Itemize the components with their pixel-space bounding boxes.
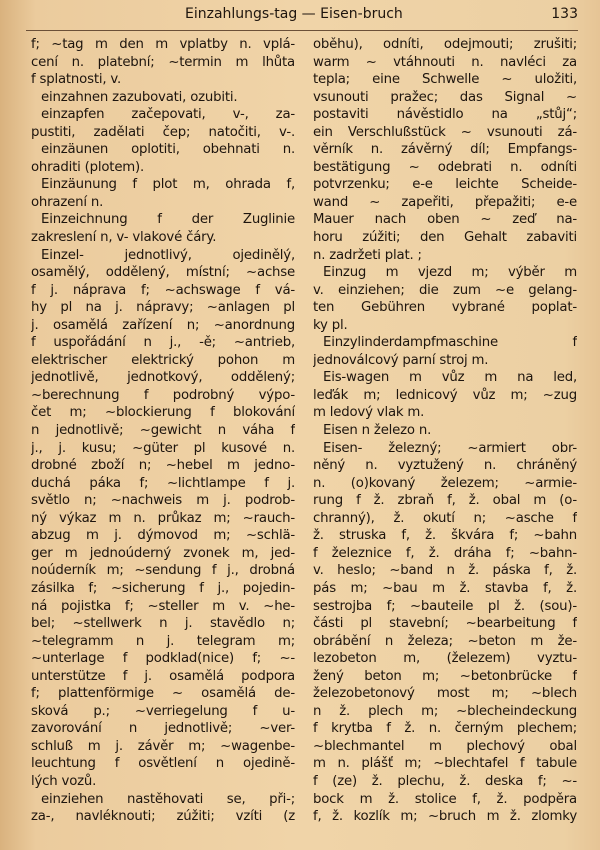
text-line: ž. struska f, ž. škvára f; ~bahn xyxy=(313,528,577,544)
text-line: Einzäunung f plot m, ohrada f, xyxy=(41,177,295,193)
text-line: duchá páka f; ~lichtlampe f j. xyxy=(31,475,295,491)
text-line: hy pl na j. nápravy; ~anlagen pl xyxy=(31,300,295,316)
text-line: Einzylinderdampfmaschine f xyxy=(323,335,577,351)
text-line: f (ze) ž. plechu, ž. deska f; ~- xyxy=(313,773,577,789)
text-line: zakreslení n, v- vlakové čáry. xyxy=(31,230,217,246)
text-line: cení n. platební; ~termin m lhůta xyxy=(31,54,295,70)
text-line: jednoválcový parní stroj m. xyxy=(313,352,489,368)
left-column xyxy=(31,36,295,826)
text-line: rung f ž. zbraň f, ž. obal m (o- xyxy=(313,493,577,509)
page-number: 133 xyxy=(551,6,578,22)
text-line: něný n. vyztužený n. chráněný xyxy=(313,458,577,474)
text-line: leďák m; lednicový vůz m; ~zug xyxy=(313,387,577,403)
text-line: m ledový vlak m. xyxy=(313,405,425,421)
text-line: warm ~ vtáhnouti n. navléci za xyxy=(313,54,577,70)
text-line: ein Verschlußstück ~ vsunouti zá- xyxy=(313,124,577,140)
text-line: wand ~ zapeřiti, přepažiti; e-e xyxy=(313,194,577,210)
right-column xyxy=(313,36,577,826)
text-line: lých vozů. xyxy=(31,773,97,789)
text-line: v. einziehen; die zum ~e gelang- xyxy=(313,282,577,298)
text-line: části pl stavební; ~bearbeitung f xyxy=(313,616,577,632)
text-line: žený beton m; ~betonbrücke f xyxy=(313,668,577,684)
text-line: f uspořádání n j., -ě; ~antrieb, xyxy=(31,335,295,351)
text-line: oběhu), odníti, odejmouti; zrušiti; xyxy=(313,37,577,52)
text-line: schluß m j. závěr m; ~wagenbe- xyxy=(31,738,295,754)
text-line: ~blechmantel m plechový obal xyxy=(313,738,577,754)
text-line: elektrischer elektrický pohon m xyxy=(31,352,295,368)
text-line: Eisen- železný; ~armiert obr- xyxy=(323,440,577,456)
text-line: bock m ž. stolice f, ž. podpěra xyxy=(313,791,577,807)
text-line: ky pl. xyxy=(313,317,348,333)
text-line: věrník n. závěrný díl; Empfangs- xyxy=(313,142,577,158)
text-line: Einzel- jednotlivý, ojedinělý, xyxy=(41,247,295,263)
text-line: horu zúžiti; den Gehalt zabaviti xyxy=(313,230,577,246)
text-line: čet m; ~blockierung f blokování xyxy=(31,405,295,421)
text-line: abzug m j. dýmovod m; ~schlä- xyxy=(31,528,295,544)
running-header xyxy=(24,6,578,28)
text-line: v. heslo; ~band n ž. páska f, ž. xyxy=(313,563,577,579)
text-line: f krytba f ž. n. černým plechem; xyxy=(313,721,577,737)
text-line: sestrojba f; ~bauteile pl ž. (sou)- xyxy=(313,598,577,614)
text-line: Eisen n železo n. xyxy=(323,423,432,439)
text-line: unterstütze f j. osamělá podpora xyxy=(31,668,295,684)
text-line: sková p.; ~verriegelung f u- xyxy=(31,703,295,719)
text-line: jednotlivě, jednotkový, oddělený; xyxy=(31,370,295,386)
text-line: ný výkaz m n. průkaz m; ~rauch- xyxy=(31,510,295,526)
text-line: n. (o)kovaný železem; ~armie- xyxy=(313,475,577,491)
text-line: pás m; ~bau m ž. stavba f, ž. xyxy=(313,580,577,596)
text-line: drobné zboží n; ~hebel m jedno- xyxy=(31,458,295,474)
text-line: ohrazení n. xyxy=(31,194,104,210)
text-line: f, ž. kozlík m; ~bruch m ž. zlomky xyxy=(313,809,577,825)
text-line: bestätigung ~ odebrati n. odníti xyxy=(313,159,577,175)
text-line: f splatnosti, v. xyxy=(31,72,122,88)
text-line: lezobeton m, (železem) vyztu- xyxy=(313,651,577,667)
text-line: n jednotlivě; ~gewicht n váha f xyxy=(31,423,295,439)
text-line: vsunouti pražec; das Signal ~ xyxy=(313,89,577,105)
text-line: leuchtung f osvětlení n ojedině- xyxy=(31,756,295,772)
running-title: Einzahlungs-tag — Eisen-bruch xyxy=(185,6,403,22)
text-line: ohraditi (plotem). xyxy=(31,159,145,175)
text-line: einziehen nastěhovati se, při-; xyxy=(41,791,295,807)
text-line: f j. náprava f; ~achswage f vá- xyxy=(31,282,295,298)
text-line: n. zadržeti plat. ; xyxy=(313,247,422,263)
text-line: einzahnen zazubovati, ozubiti. xyxy=(41,89,238,105)
text-line: Einzug m vjezd m; výběr m xyxy=(323,265,577,281)
text-line: einzäunen oplotiti, obehnati n. xyxy=(41,142,295,158)
text-line: m n. plášť m; ~blechtafel f tabule xyxy=(313,756,577,772)
text-line: j. osamělá zařízení n; ~anordnung xyxy=(31,317,295,333)
text-line: j., j. kusu; ~güter pl kusové n. xyxy=(31,440,295,456)
text-line: Eis-wagen m vůz m na led, xyxy=(323,370,577,386)
text-line: noúderník m; ~sendung f j., drobná xyxy=(31,563,295,579)
header-rule xyxy=(26,30,578,31)
text-line: bel; ~stellwerk n j. stavědlo n; xyxy=(31,616,295,632)
text-line: zavorování n jednotlivě; ~ver- xyxy=(31,721,295,737)
text-line: Einzeichnung f der Zuglinie xyxy=(41,212,295,228)
text-line: obrábění n železa; ~beton m že- xyxy=(313,633,577,649)
text-line: Mauer nach oben ~ zeď na- xyxy=(313,212,577,228)
text-line: postaviti návěstidlo na „stůj“; xyxy=(313,107,577,123)
text-line: ~unterlage f podklad(nice) f; ~- xyxy=(31,651,295,667)
text-line: ~berechnung f podrobný výpo- xyxy=(31,387,295,403)
text-line: světlo n; ~nachweis m j. podrob- xyxy=(31,493,295,509)
text-line: ten Gebühren vybrané poplat- xyxy=(313,300,577,316)
text-line: n ž. plech m; ~blecheindeckung xyxy=(313,703,577,719)
text-line: osamělý, oddělený, místní; ~achse xyxy=(31,265,295,281)
text-line: f; plattenförmige ~ osamělá de- xyxy=(31,686,295,702)
text-line: ger m jednoúderný zvonek m, jed- xyxy=(31,545,295,561)
text-line: potvrzenku; e-e leichte Scheide- xyxy=(313,177,577,193)
text-line: chranný), ž. okutí n; ~asche f xyxy=(313,510,577,526)
text-line: tepla; eine Schwelle ~ uložiti, xyxy=(313,72,577,88)
text-line: f; ~tag m den m vplatby n. vplá- xyxy=(31,37,295,52)
text-line: ná pojistka f; ~steller m v. ~he- xyxy=(31,598,295,614)
text-line: pustiti, zadělati čep; natočiti, v-. xyxy=(31,124,295,140)
text-line: zásilka f; ~sicherung f j., pojedin- xyxy=(31,580,295,596)
text-line: železobetonový most m; ~blech xyxy=(313,686,577,702)
text-line: f železnice f, ž. dráha f; ~bahn- xyxy=(313,545,577,561)
text-line: ~telegramm n j. telegram m; xyxy=(31,633,295,649)
text-line: za-, navléknouti; zúžiti; vzíti (z xyxy=(31,809,295,825)
text-line: einzapfen začepovati, v-, za- xyxy=(41,107,295,123)
